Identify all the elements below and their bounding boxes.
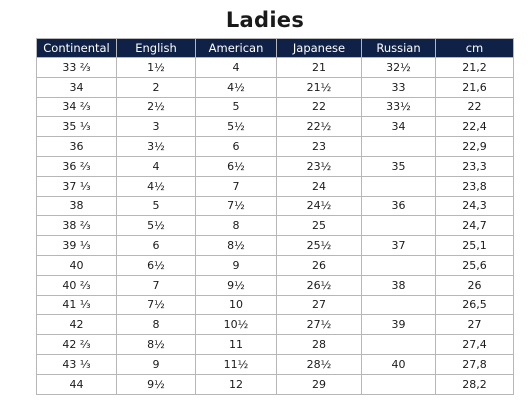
- table-cell-russian: 32½: [362, 58, 436, 78]
- table-row: [37, 216, 514, 236]
- table-cell-english: 5: [117, 196, 196, 216]
- table-cell-russian: [362, 255, 436, 275]
- table-cell-american: 7½: [196, 196, 277, 216]
- table-cell-american: 6: [196, 137, 277, 157]
- table-cell-russian: [362, 335, 436, 355]
- table-cell-continental: 42 ²⁄₃: [37, 335, 117, 355]
- table-cell-american: 11: [196, 335, 277, 355]
- size-conversion-table: [36, 38, 514, 395]
- table-cell-cm: 25,6: [436, 255, 514, 275]
- table-cell-cm: 22: [436, 97, 514, 117]
- table-header-row: [37, 39, 514, 58]
- table-cell-english: 7: [117, 275, 196, 295]
- table-row: [37, 97, 514, 117]
- table-row: [37, 176, 514, 196]
- table-cell-russian: [362, 216, 436, 236]
- table-row: [37, 335, 514, 355]
- table-cell-russian: 33½: [362, 97, 436, 117]
- table-cell-japanese: 21: [277, 58, 362, 78]
- table-cell-american: 10: [196, 295, 277, 315]
- table-cell-english: 5½: [117, 216, 196, 236]
- table-cell-english: 9: [117, 354, 196, 374]
- table-cell-russian: [362, 176, 436, 196]
- table-cell-cm: 24,7: [436, 216, 514, 236]
- table-cell-american: 4: [196, 58, 277, 78]
- table-cell-american: 5: [196, 97, 277, 117]
- column-header-russian: Russian: [362, 39, 436, 58]
- table-cell-russian: [362, 137, 436, 157]
- table-cell-japanese: 26½: [277, 275, 362, 295]
- table-cell-continental: 38: [37, 196, 117, 216]
- table-cell-cm: 21,6: [436, 77, 514, 97]
- column-header-cm: cm: [436, 39, 514, 58]
- table-cell-japanese: 27½: [277, 315, 362, 335]
- column-header-continental: Continental: [37, 39, 117, 58]
- table-cell-english: 6½: [117, 255, 196, 275]
- table-cell-russian: [362, 295, 436, 315]
- table-cell-japanese: 25½: [277, 236, 362, 256]
- table-cell-japanese: 27: [277, 295, 362, 315]
- table-cell-american: 8: [196, 216, 277, 236]
- table-cell-american: 6½: [196, 156, 277, 176]
- table-cell-continental: 37 ¹⁄₃: [37, 176, 117, 196]
- table-row: [37, 255, 514, 275]
- table-cell-japanese: 26: [277, 255, 362, 275]
- table-cell-cm: 21,2: [436, 58, 514, 78]
- table-cell-japanese: 22: [277, 97, 362, 117]
- table-cell-continental: 39 ¹⁄₃: [37, 236, 117, 256]
- table-cell-continental: 40: [37, 255, 117, 275]
- table-cell-cm: 23,8: [436, 176, 514, 196]
- table-cell-cm: 27,8: [436, 354, 514, 374]
- table-cell-russian: 36: [362, 196, 436, 216]
- table-cell-american: 8½: [196, 236, 277, 256]
- table-row: [37, 77, 514, 97]
- table-cell-american: 4½: [196, 77, 277, 97]
- table-cell-english: 8: [117, 315, 196, 335]
- table-row: [37, 295, 514, 315]
- table-body: [37, 58, 514, 395]
- table-row: [37, 117, 514, 137]
- table-row: [37, 156, 514, 176]
- table-cell-russian: 37: [362, 236, 436, 256]
- table-cell-continental: 44: [37, 374, 117, 394]
- table-cell-continental: 34 ²⁄₃: [37, 97, 117, 117]
- table-cell-russian: 40: [362, 354, 436, 374]
- table-cell-continental: 42: [37, 315, 117, 335]
- table-cell-american: 11½: [196, 354, 277, 374]
- table-cell-continental: 43 ¹⁄₃: [37, 354, 117, 374]
- table-cell-cm: 26: [436, 275, 514, 295]
- table-cell-american: 12: [196, 374, 277, 394]
- table-cell-english: 4: [117, 156, 196, 176]
- table-cell-english: 8½: [117, 335, 196, 355]
- table-cell-continental: 33 ²⁄₃: [37, 58, 117, 78]
- table-cell-english: 1½: [117, 58, 196, 78]
- table-cell-japanese: 24: [277, 176, 362, 196]
- table-cell-japanese: 23½: [277, 156, 362, 176]
- table-cell-russian: [362, 374, 436, 394]
- table-cell-english: 9½: [117, 374, 196, 394]
- table-cell-cm: 24,3: [436, 196, 514, 216]
- table-cell-cm: 28,2: [436, 374, 514, 394]
- table-row: [37, 374, 514, 394]
- table-cell-russian: 38: [362, 275, 436, 295]
- table-cell-continental: 36: [37, 137, 117, 157]
- table-cell-american: 10½: [196, 315, 277, 335]
- table-row: [37, 315, 514, 335]
- table-cell-english: 2½: [117, 97, 196, 117]
- table-cell-english: 3: [117, 117, 196, 137]
- table-cell-english: 4½: [117, 176, 196, 196]
- table-cell-japanese: 22½: [277, 117, 362, 137]
- table-cell-russian: 34: [362, 117, 436, 137]
- table-cell-japanese: 24½: [277, 196, 362, 216]
- table-cell-continental: 38 ²⁄₃: [37, 216, 117, 236]
- table-cell-english: 6: [117, 236, 196, 256]
- table-cell-japanese: 29: [277, 374, 362, 394]
- table-cell-cm: 22,4: [436, 117, 514, 137]
- table-cell-american: 5½: [196, 117, 277, 137]
- table-cell-japanese: 25: [277, 216, 362, 236]
- table-row: [37, 354, 514, 374]
- page-title: Ladies: [225, 8, 305, 32]
- column-header-japanese: Japanese: [277, 39, 362, 58]
- column-header-american: American: [196, 39, 277, 58]
- table-cell-continental: 36 ²⁄₃: [37, 156, 117, 176]
- table-cell-japanese: 21½: [277, 77, 362, 97]
- table-cell-russian: 35: [362, 156, 436, 176]
- table-row: [37, 275, 514, 295]
- table-row: [37, 196, 514, 216]
- table-cell-american: 9: [196, 255, 277, 275]
- table-cell-cm: 27: [436, 315, 514, 335]
- table-row: [37, 137, 514, 157]
- table-cell-cm: 22,9: [436, 137, 514, 157]
- table-cell-russian: 33: [362, 77, 436, 97]
- table-cell-american: 7: [196, 176, 277, 196]
- table-cell-english: 7½: [117, 295, 196, 315]
- table-cell-russian: 39: [362, 315, 436, 335]
- table-cell-american: 9½: [196, 275, 277, 295]
- table-cell-continental: 35 ¹⁄₃: [37, 117, 117, 137]
- table-row: [37, 236, 514, 256]
- table-cell-japanese: 28½: [277, 354, 362, 374]
- table-cell-cm: 25,1: [436, 236, 514, 256]
- table-cell-cm: 27,4: [436, 335, 514, 355]
- table-cell-continental: 40 ²⁄₃: [37, 275, 117, 295]
- table-cell-english: 3½: [117, 137, 196, 157]
- table-cell-cm: 26,5: [436, 295, 514, 315]
- column-header-english: English: [117, 39, 196, 58]
- table-cell-japanese: 28: [277, 335, 362, 355]
- table-row: [37, 58, 514, 78]
- table-cell-continental: 34: [37, 77, 117, 97]
- table-cell-continental: 41 ¹⁄₃: [37, 295, 117, 315]
- table-cell-english: 2: [117, 77, 196, 97]
- table-cell-cm: 23,3: [436, 156, 514, 176]
- table-cell-japanese: 23: [277, 137, 362, 157]
